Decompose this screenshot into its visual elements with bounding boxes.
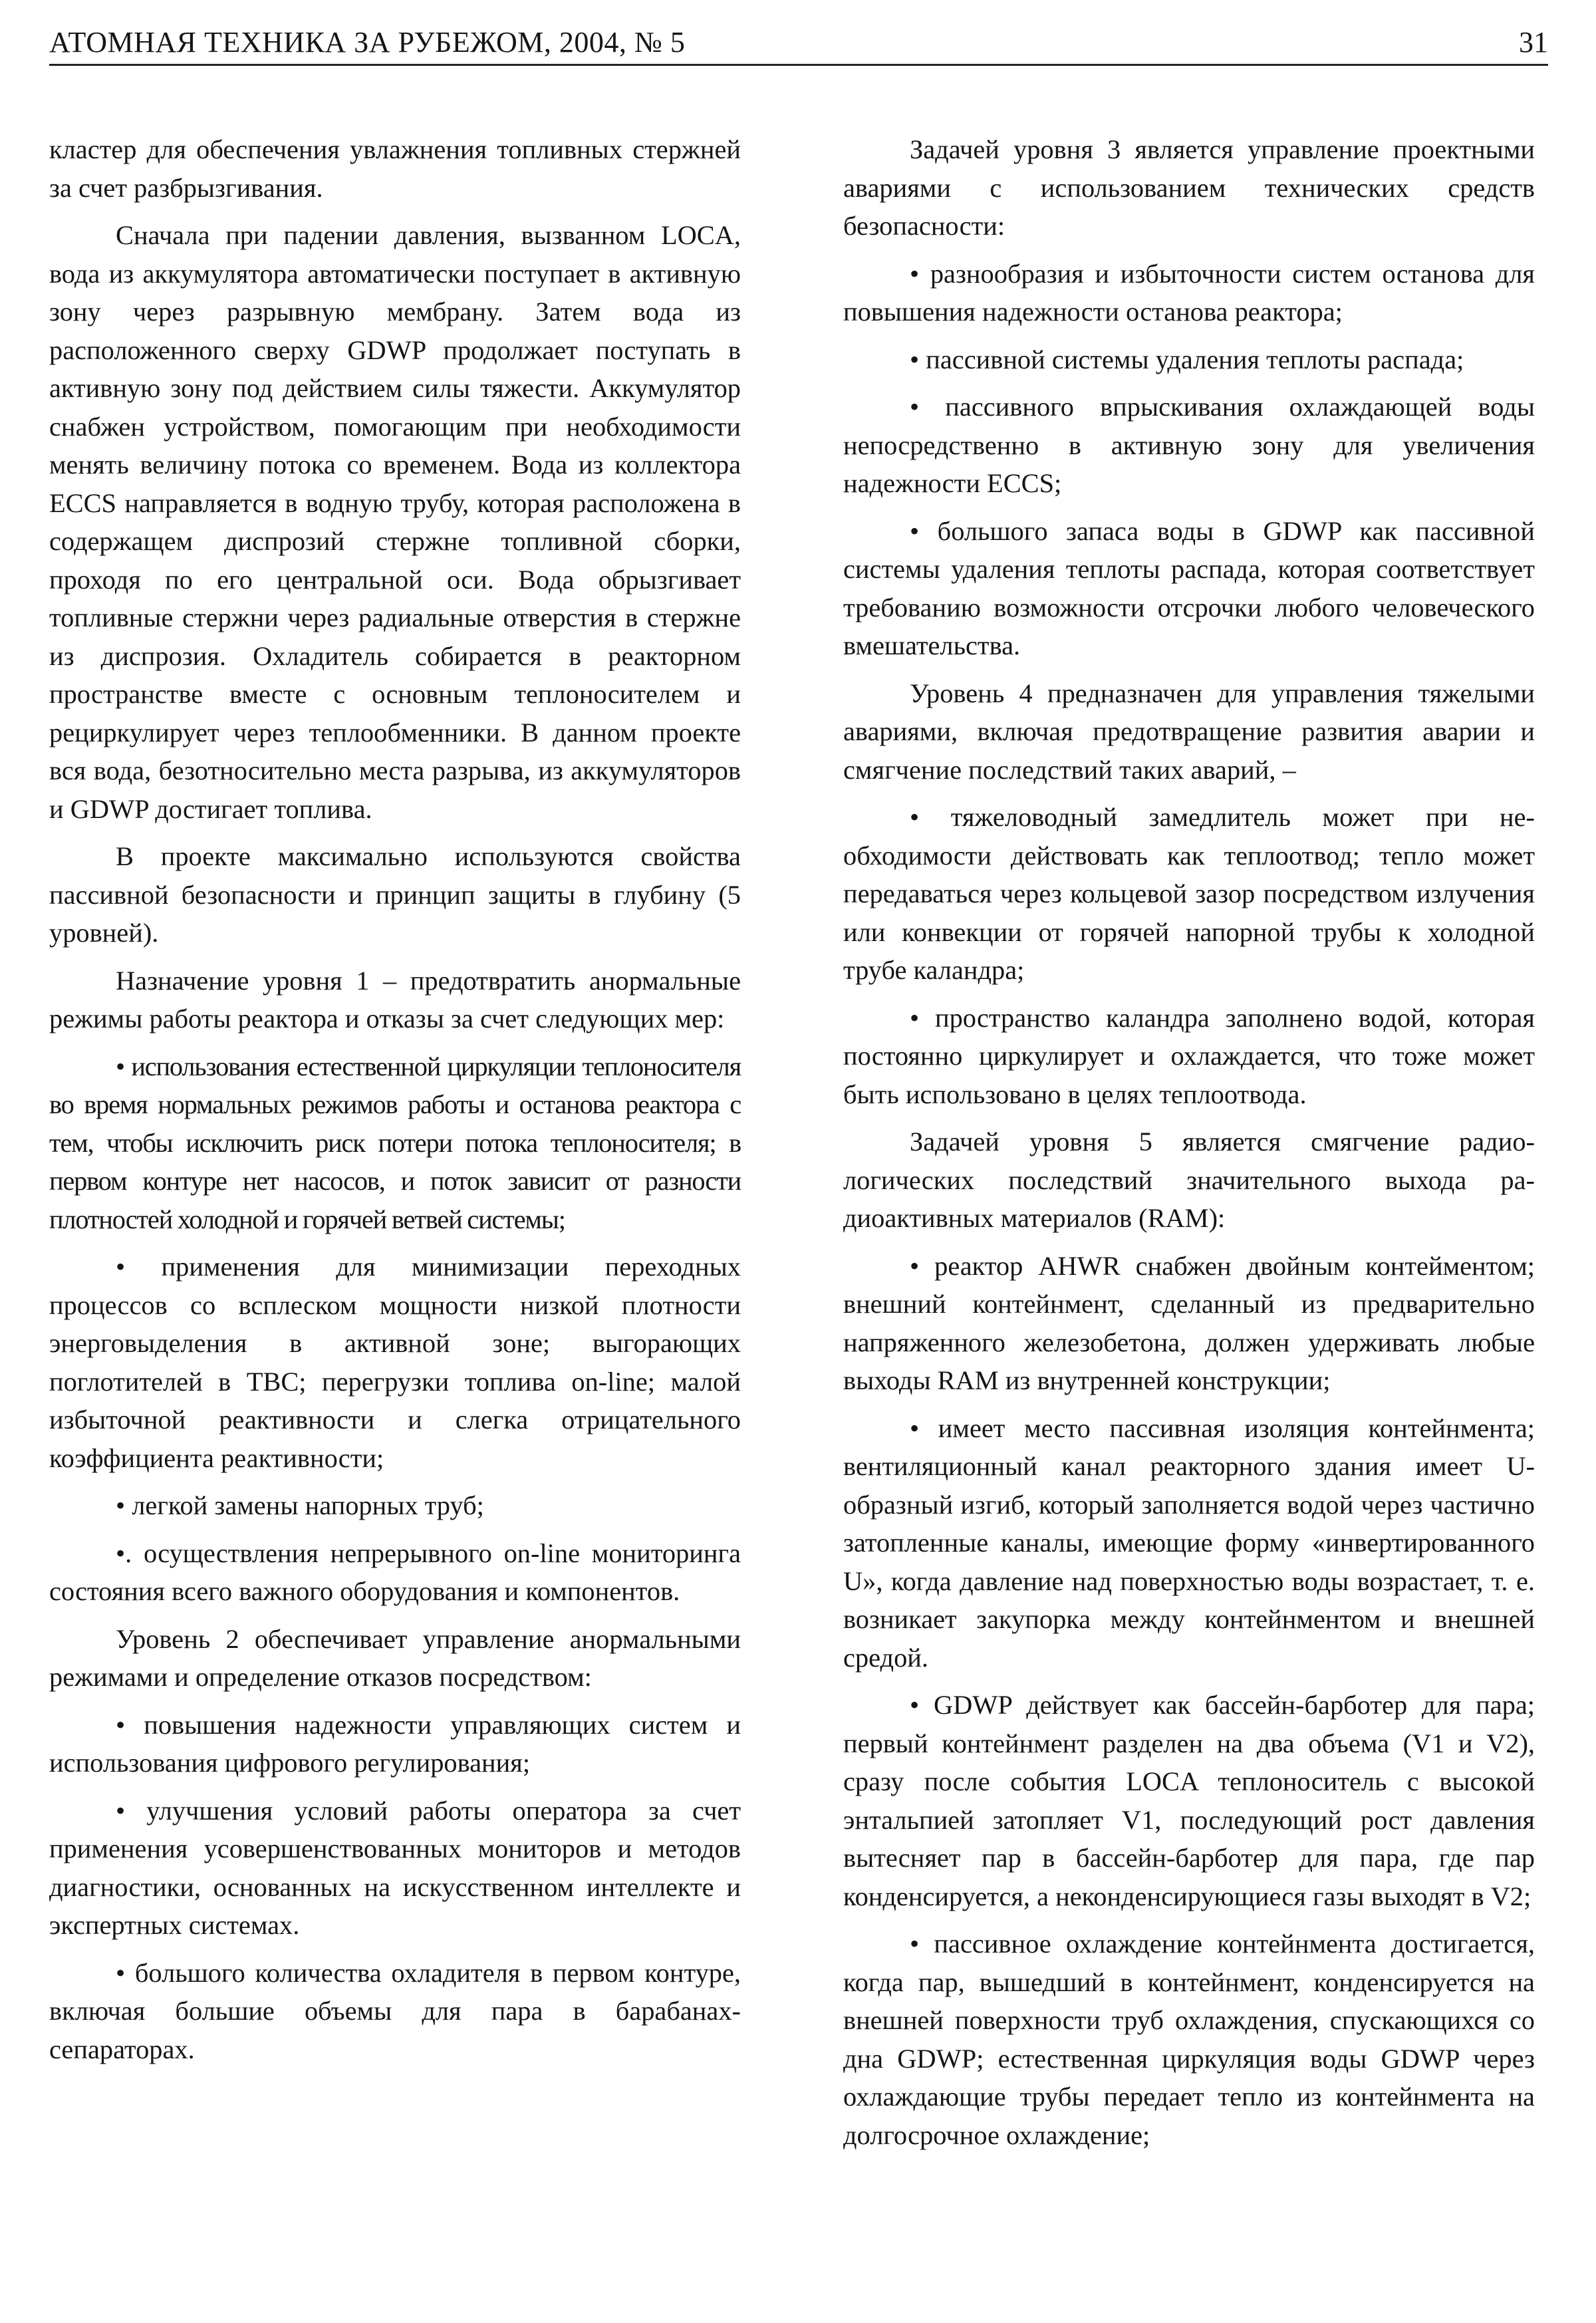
paragraph: Назначение уровня 1 – предотвратить анормальные режимы работы реактора и отказы за счет следующих мер: — [49, 965, 741, 1033]
paragraph: Задачей уровня 3 является управление проектными авариями с использованием технических средств безопасности: — [843, 134, 1535, 241]
bullet-item: • имеет место пассивная изоляция контейнмента; вентиляционный канал реакторного здания имеет U-образный изгиб, который заполняется водой через частично затопленные каналы, имеющие форму «инвертированного U», когда давление над поверхностью воды возрастает, т. е. возникает закупорка между контейнментом и внешней средой. — [843, 1413, 1535, 1673]
bullet-item: • применения для минимизации переходных процессов со всплеском мощности низкой плотности энерговыделения в активной зоне; выгорающих поглотителей в ТВС; перегрузки топлива on-line; малой избыточной реактивности и слегка отрицательного коэффициента реактивности; — [49, 1252, 741, 1473]
page-number: 31 — [1519, 26, 1548, 59]
bullet-item: • разнообразия и избыточности систем останова для повышения надежности останова реактора; — [843, 258, 1535, 327]
bullet-item: • пассивной системы удаления теплоты распада; — [910, 344, 1464, 374]
paragraph: Уровень 2 обеспечивает управление анормальными режимами и определение отказов посредством: — [49, 1623, 741, 1692]
bullet-item: • улучшения условий работы оператора за счет применения усовершенствованных мониторов и методов диагностики, основанных на искусственном интеллекте и экспертных системах. — [49, 1795, 741, 1940]
bullet-item: • GDWP действует как бассейн-барботер для пара; первый контейнмент разделен на два объема (V1 и V2), сразу после события LOCA теплоноситель с высокой энтальпией затопляет V1, последующий рост давления вытесняет пар в бассейн-барботер для пара, где пар конденсируется, а неконденсирующиеся газы выходят в V2; — [843, 1690, 1535, 1911]
paragraph: Сначала при падении давления, вызванном LOCA, вода из аккумулятора автоматически поступает в активную зону через разрывную мембрану. Затем вода из расположенного сверху GDWP продолжает поступать в активную зону под действием силы тяжести. Аккумулятор снабжен устройством, помогающим при необходимости менять величину потока со временем. Вода из коллектора ECCS направляется в водную трубу, которая расположена в содержащем диспрозий стержне топливной сборки, проходя по его центральной оси. Вода обрызгивает топливные стержни через радиальные отверстия в стержне из диспрозия. Охладитель собирается в реакторном пространстве вместе с основным теплоносителем и рециркулирует через теплообменники. В данном проекте вся вода, безотносительно места разрыва, из аккумуляторов и GDWP достигает топлива. — [49, 220, 741, 824]
paragraph: Уровень 4 предназначен для управления тяжелыми авариями, включая предотвращение развития аварии и смягчение последствий таких аварий, – — [843, 678, 1535, 785]
bullet-item: • пассивного впрыскивания охлаждающей воды непосредственно в активную зону для увеличения надежности ECCS; — [843, 392, 1535, 498]
right-column — [843, 130, 1535, 2163]
journal-title: АТОМНАЯ ТЕХНИКА ЗА РУБЕЖОМ, 2004, № 5 — [49, 26, 686, 59]
bullet-item: • большого количества охладителя в первом контуре, включая большие объемы для пара в барабанах-сепараторах. — [49, 1957, 741, 2064]
bullet-item: • повышения надежности управляющих систем и использования цифрового регулирования; — [49, 1709, 741, 1778]
bullet-item: • пассивное охлаждение контейнмента достигается, когда пар, вышедший в контейнмент, конденсируется на внешней поверхности труб охлаждения, спускающихся со дна GDWP; естественная циркуляция воды GDWP через охлаждающие трубы передает тепло из контейнмента на долгосрочное охлаждение; — [843, 1929, 1535, 2150]
paragraph: Задачей уровня 5 является смягчение радиологических последствий значительного выхода радиоактивных материалов (RAM): — [843, 1127, 1535, 1233]
bullet-item: • легкой замены напорных труб; — [116, 1490, 484, 1520]
bullet-item: • большого запаса воды в GDWP как пассивной системы удаления теплоты распада, которая соответствует требованию возможности отсрочки любого человеческого вмешательства. — [843, 515, 1535, 660]
paragraph: кластер для обеспечения увлажнения топливных стержней за счет разбрызгивания. — [49, 134, 741, 203]
left-column — [49, 130, 741, 2078]
running-header — [49, 17, 1548, 66]
paragraph: В проекте максимально используются свойства пассивной безопасности и принцип защиты в глубину (5 уровней). — [49, 841, 741, 948]
bullet-item: • пространство каландра заполнено водой, которая постоянно циркулирует и охлаждается, что тоже может быть использовано в целях теплоотвода. — [843, 1002, 1535, 1109]
bullet-item: • тяжеловодный замедлитель может при необходимости действовать как теплоотвод; тепло может передаваться через кольцевой зазор посредством излучения или конвекции от горячей напорной трубы к холодной трубе каландра; — [843, 802, 1535, 985]
bullet-item: • реактор AHWR снабжен двойным контейментом; внешний контейнмент, сделанный из предварительно напряженного железобетона, должен удерживать любые выходы RAM из внутренней конструкции; — [843, 1250, 1535, 1395]
bullet-item: • использования естественной циркуляции теплоносителя во время нормальных режимов работы и останова реактора с тем, чтобы исключить риск потери потока теплоносителя; в первом контуре нет насосов, и поток зависит от разности плотностей холодной и горячей ветвей системы; — [49, 1051, 741, 1234]
bullet-item: •. осуществления непрерывного on-line мониторинга состояния всего важного оборудования и компонентов. — [49, 1538, 741, 1606]
